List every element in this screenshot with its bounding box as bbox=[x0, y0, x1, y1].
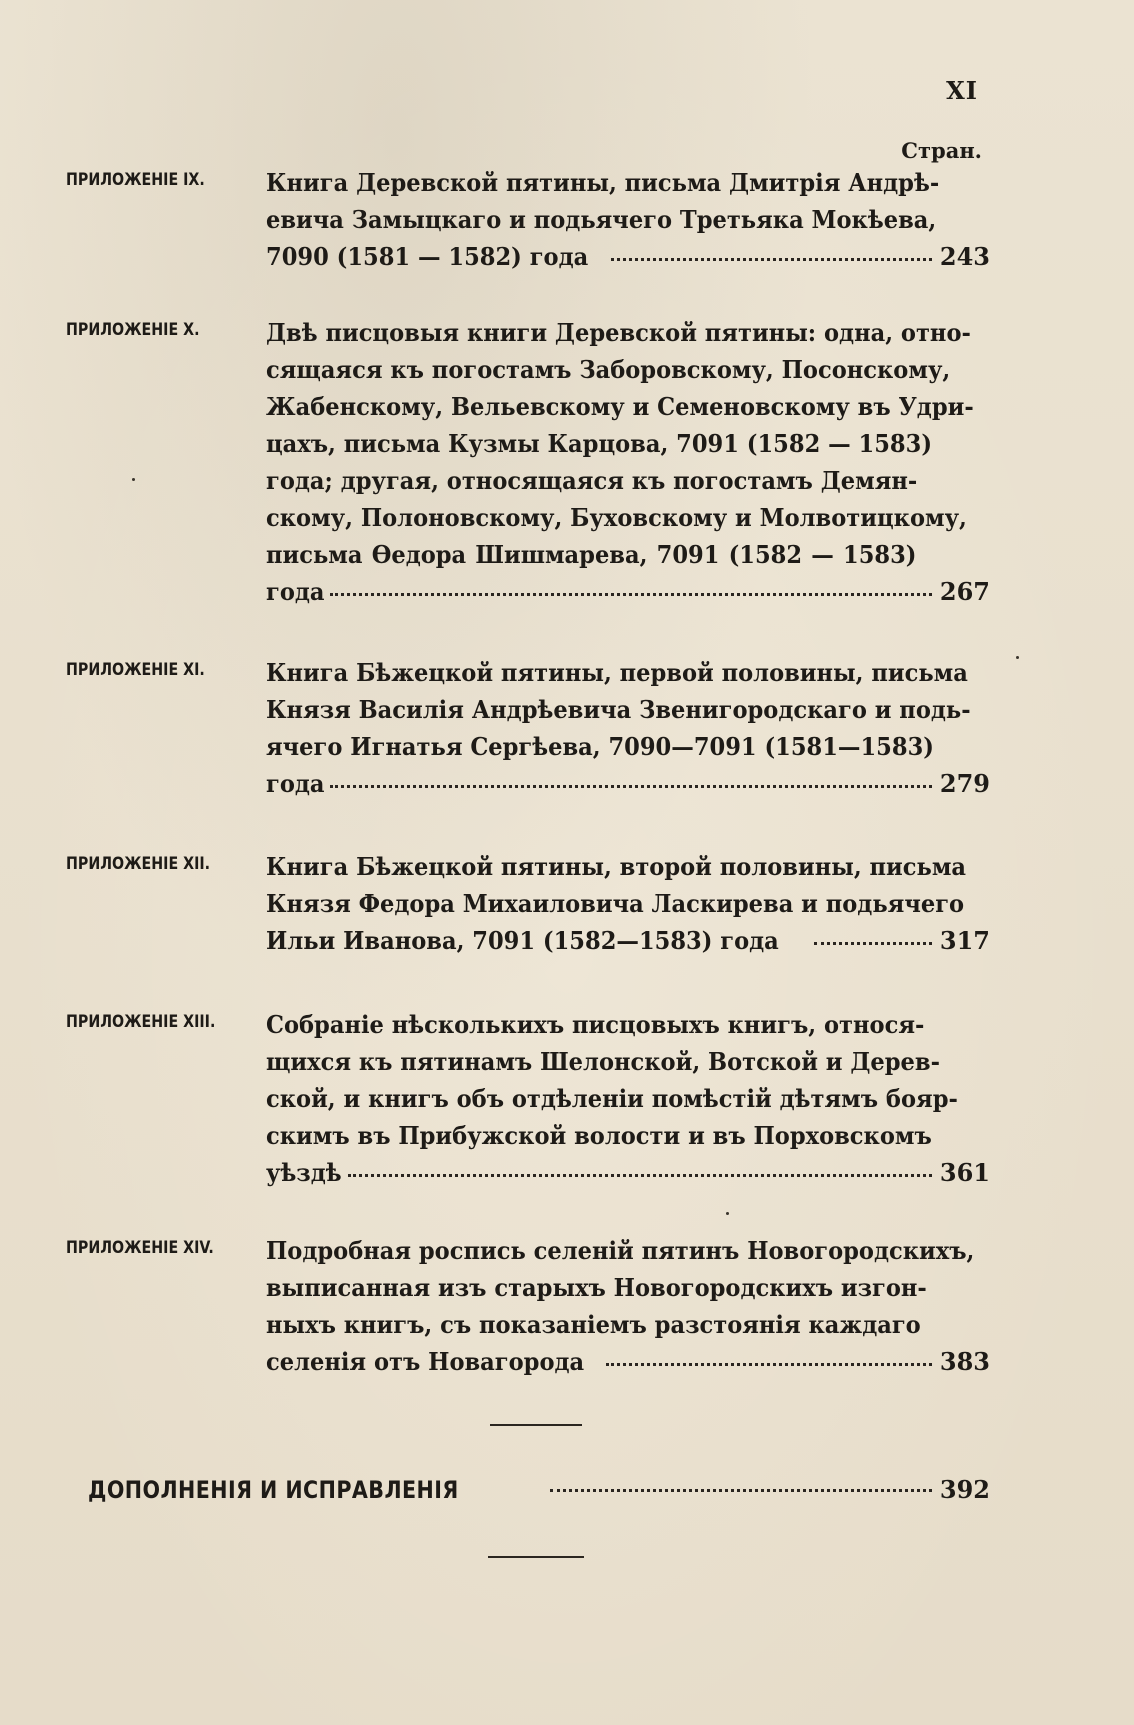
entry-line: Князя Василія Андрѣевича Звенигородскаго и подь- bbox=[266, 695, 971, 724]
page-column-header: Стран. bbox=[901, 138, 982, 163]
entry-last-line bbox=[266, 573, 990, 610]
entry-body bbox=[266, 314, 990, 610]
entry-line: щихся къ пятинамъ Шелонской, Вотской и Дерев- bbox=[266, 1047, 940, 1076]
entry-page-number: 279 bbox=[939, 769, 990, 798]
entry-last-line bbox=[266, 765, 990, 802]
entry-line-text: 7090 (1581 — 1582) года bbox=[266, 242, 589, 271]
dot-leader bbox=[330, 783, 932, 788]
page-number: XI bbox=[946, 76, 978, 105]
entry-body bbox=[266, 164, 990, 275]
dot-leader bbox=[606, 1361, 931, 1366]
entry-line-text: года bbox=[266, 577, 325, 606]
entry-page-number: 243 bbox=[939, 242, 990, 271]
entry-line: Собраніе нѣсколькихъ писцовыхъ книгъ, относя- bbox=[266, 1010, 925, 1039]
entry-line-text: года bbox=[266, 769, 325, 798]
entry-last-line bbox=[266, 1154, 990, 1191]
entry-line: ячего Игнатья Сергѣева, 7090—7091 (1581—1583) bbox=[266, 732, 934, 761]
dot-leader bbox=[330, 591, 932, 596]
entry-label: ПРИЛОЖЕНІЕ XII. bbox=[66, 854, 211, 874]
toc-entry-addenda bbox=[88, 1470, 990, 1510]
entry-line-text: селенія отъ Новагорода bbox=[266, 1347, 585, 1376]
entry-line: скому, Полоновскому, Буховскому и Молвотицкому, bbox=[266, 503, 967, 532]
entry-line: Жабенскому, Вельевскому и Семеновскому въ Удри- bbox=[266, 392, 974, 421]
dot-leader bbox=[814, 940, 932, 945]
entry-body bbox=[266, 654, 990, 802]
entry-last-line bbox=[266, 238, 990, 275]
entry-line: цахъ, письма Кузмы Карцова, 7091 (1582 — 1583) bbox=[266, 429, 933, 458]
entry-line: Книга Деревской пятины, письма Дмитрія Андрѣ- bbox=[266, 168, 940, 197]
entry-line: Книга Бѣжецкой пятины, первой половины, письма bbox=[266, 658, 968, 687]
entry-line-text: Ильи Иванова, 7091 (1582—1583) года bbox=[266, 926, 779, 955]
entry-label: ПРИЛОЖЕНІЕ XI. bbox=[66, 660, 205, 680]
entry-line: Двѣ писцовыя книги Деревской пятины: одна, отно- bbox=[266, 318, 971, 347]
entry-line: скимъ въ Прибужской волости и въ Порховскомъ bbox=[266, 1121, 932, 1150]
dot-leader bbox=[550, 1487, 932, 1492]
entry-last-line bbox=[266, 1343, 990, 1380]
entry-label: ПРИЛОЖЕНІЕ X. bbox=[66, 320, 200, 340]
entry-line: сящаяся къ погостамъ Заборовскому, Посонскому, bbox=[266, 355, 951, 384]
entry-line-text: уѣздѣ bbox=[266, 1158, 342, 1187]
entry-last-line bbox=[266, 922, 990, 959]
entry-page-number: 392 bbox=[939, 1475, 990, 1504]
entry-line: года; другая, относящаяся къ погостамъ Демян- bbox=[266, 466, 918, 495]
dot-leader bbox=[348, 1172, 931, 1177]
entry-page-number: 317 bbox=[939, 926, 990, 955]
addenda-title: ДОПОЛНЕНІЯ И ИСПРАВЛЕНІЯ bbox=[88, 1476, 459, 1504]
entry-line: выписанная изъ старыхъ Новогородскихъ изгон- bbox=[266, 1273, 927, 1302]
entry-line: Книга Бѣжецкой пятины, второй половины, письма bbox=[266, 852, 967, 881]
entry-body bbox=[266, 848, 990, 959]
entry-line: евича Замыцкаго и подьячего Третьяка Мокѣева, bbox=[266, 205, 937, 234]
entry-label: ПРИЛОЖЕНІЕ XIV. bbox=[66, 1238, 214, 1258]
entry-page-number: 383 bbox=[939, 1347, 990, 1376]
closing-divider-rule bbox=[488, 1556, 584, 1558]
ink-speck bbox=[726, 1212, 729, 1215]
entry-line: письма Ѳедора Шишмарева, 7091 (1582 — 1583) bbox=[266, 540, 917, 569]
entry-body bbox=[266, 1006, 990, 1191]
dot-leader bbox=[611, 256, 932, 261]
ink-speck bbox=[132, 478, 135, 481]
entry-body bbox=[266, 1232, 990, 1380]
entry-label: ПРИЛОЖЕНІЕ IX. bbox=[66, 170, 205, 190]
entry-line: Князя Федора Михаиловича Ласкирева и подьячего bbox=[266, 889, 965, 918]
entry-line: ныхъ книгъ, съ показаніемъ разстоянія каждаго bbox=[266, 1310, 921, 1339]
ink-speck bbox=[1016, 656, 1019, 659]
entry-line: Подробная роспись селеній пятинъ Новогородскихъ, bbox=[266, 1236, 975, 1265]
entry-page-number: 361 bbox=[939, 1158, 990, 1187]
entry-line: ской, и книгъ объ отдѣленіи помѣстій дѣтямъ бояр- bbox=[266, 1084, 958, 1113]
entry-label: ПРИЛОЖЕНІЕ XIII. bbox=[66, 1012, 216, 1032]
section-divider-rule bbox=[490, 1424, 582, 1426]
entry-page-number: 267 bbox=[939, 577, 990, 606]
